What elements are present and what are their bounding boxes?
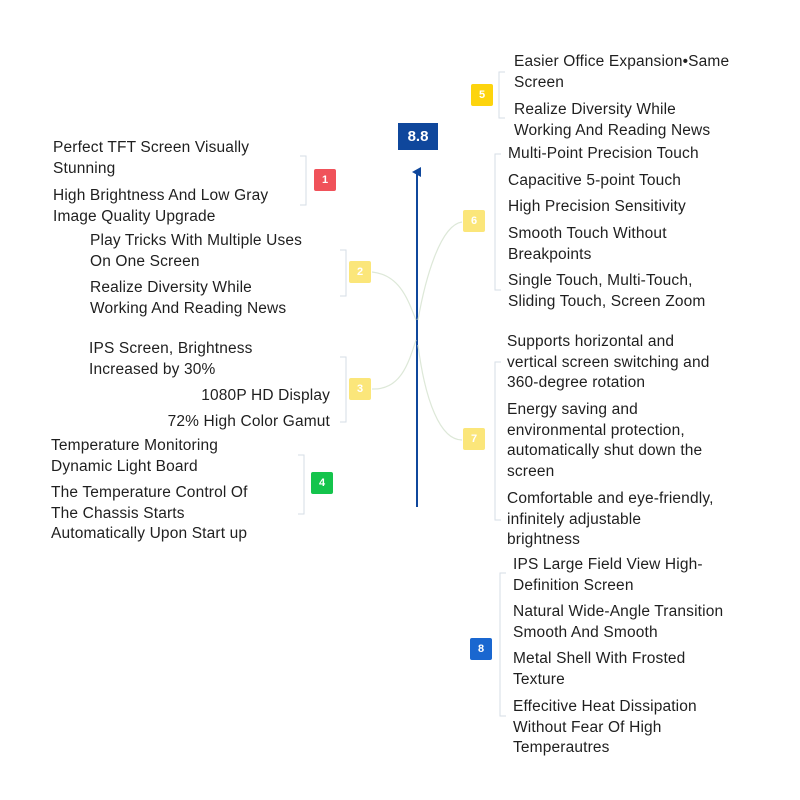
leaf-7-2 [507,400,702,482]
branch-badge-4: 4 [311,472,333,494]
leaf-6-2 [508,171,681,192]
branch-badge-7: 7 [463,428,485,450]
leaf-6-3 [508,197,686,218]
leaf-2-2 [90,278,286,319]
leaf-8-3 [513,649,685,690]
leaf-1-2 [53,186,268,227]
leaf-7-3-line: Comfortable and eye-friendly, [507,490,714,507]
leaf-6-5-line: Single Touch, Multi-Touch, [508,272,693,289]
branch-badge-2: 2 [349,261,371,283]
leaf-2-1-line: On One Screen [90,252,200,270]
leaf-2-1-line: Play Tricks With Multiple Uses [90,232,303,249]
leaf-8-1-line: Definition Screen [513,576,634,594]
curve-2 [372,272,416,320]
leaf-7-1-line: Supports horizontal and [507,333,675,350]
leaf-7-1-line: vertical screen switching and [507,353,710,371]
leaf-6-4 [508,224,667,265]
curve-7 [418,345,462,440]
leaf-6-4-line: Smooth Touch Without [508,225,667,242]
leaf-7-3-line: brightness [507,531,581,548]
leaf-5-1-line: Easier Office Expansion•Same [514,53,730,70]
leaf-2-2-line: Realize Diversity While [90,279,252,296]
leaf-3-3-line: 72% High Color Gamut [167,413,330,430]
leaf-3-1-line: IPS Screen, Brightness [89,340,253,357]
leaf-1-1 [53,138,249,179]
branch-badge-8: 8 [470,638,492,660]
leaf-4-1-line: Temperature Monitoring [51,437,218,454]
leaf-4-1-line: Dynamic Light Board [51,457,198,475]
leaf-5-2-line: Working And Reading News [514,121,711,139]
leaf-7-3 [507,489,714,551]
leaf-5-2-line: Realize Diversity While [514,101,676,118]
leaf-6-1-line: Multi-Point Precision Touch [508,145,699,162]
leaf-4-2-line: Automatically Upon Start up [51,525,248,542]
leaf-7-2-line: screen [507,462,555,480]
leaf-2-1 [90,231,302,272]
leaf-3-2 [201,386,330,407]
leaf-6-3-line: High Precision Sensitivity [508,198,686,215]
curve-6 [418,222,462,320]
leaf-3-1-line: Increased by 30% [89,360,216,378]
branch-badge-3: 3 [349,378,371,400]
leaf-4-2-line: The Chassis Starts [51,504,185,522]
leaf-1-1-line: Stunning [53,159,116,177]
leaf-1-2-line: High Brightness And Low Gray [53,187,269,204]
leaf-8-4-line: Without Fear Of High [513,718,662,736]
leaf-7-1 [507,332,710,394]
leaf-8-2-line: Smooth And Smooth [513,623,658,641]
leaf-8-2-line: Natural Wide-Angle Transition [513,603,724,620]
leaf-8-4-line: Temperautres [513,739,610,756]
leaf-6-5 [508,271,705,312]
branch-badge-1: 1 [314,169,336,191]
leaf-5-1 [514,52,729,93]
leaf-8-1 [513,555,703,596]
leaf-4-1 [51,436,218,477]
curve-3 [372,340,416,389]
leaf-7-3-line: infinitely adjustable [507,510,642,528]
root-node: 8.8 [398,123,438,150]
leaf-8-3-line: Metal Shell With Frosted [513,650,686,667]
leaf-3-2-line: 1080P HD Display [201,387,330,404]
leaf-7-2-line: automatically shut down the [507,442,703,459]
leaf-3-3 [168,412,330,433]
leaf-8-2 [513,602,723,643]
leaf-8-4 [513,697,697,759]
branch-badge-5: 5 [471,84,493,106]
leaf-7-2-line: environmental protection, [507,421,685,439]
leaf-1-2-line: Image Quality Upgrade [53,207,216,225]
leaf-3-1 [89,339,253,380]
leaf-1-1-line: Perfect TFT Screen Visually [53,139,250,156]
leaf-7-1-line: 360-degree rotation [507,374,646,391]
leaf-4-2-line: The Temperature Control Of [51,484,248,501]
leaf-5-1-line: Screen [514,73,565,91]
branch-badge-6: 6 [463,210,485,232]
leaf-6-4-line: Breakpoints [508,245,592,263]
leaf-8-4-line: Effecitive Heat Dissipation [513,698,697,715]
leaf-6-1 [508,144,699,165]
leaf-8-1-line: IPS Large Field View High- [513,556,703,573]
leaf-6-5-line: Sliding Touch, Screen Zoom [508,292,706,310]
leaf-7-2-line: Energy saving and [507,401,638,418]
leaf-2-2-line: Working And Reading News [90,299,287,317]
leaf-4-2 [51,483,248,545]
leaf-8-3-line: Texture [513,670,565,688]
leaf-6-2-line: Capacitive 5-point Touch [508,172,682,189]
leaf-5-2 [514,100,710,141]
